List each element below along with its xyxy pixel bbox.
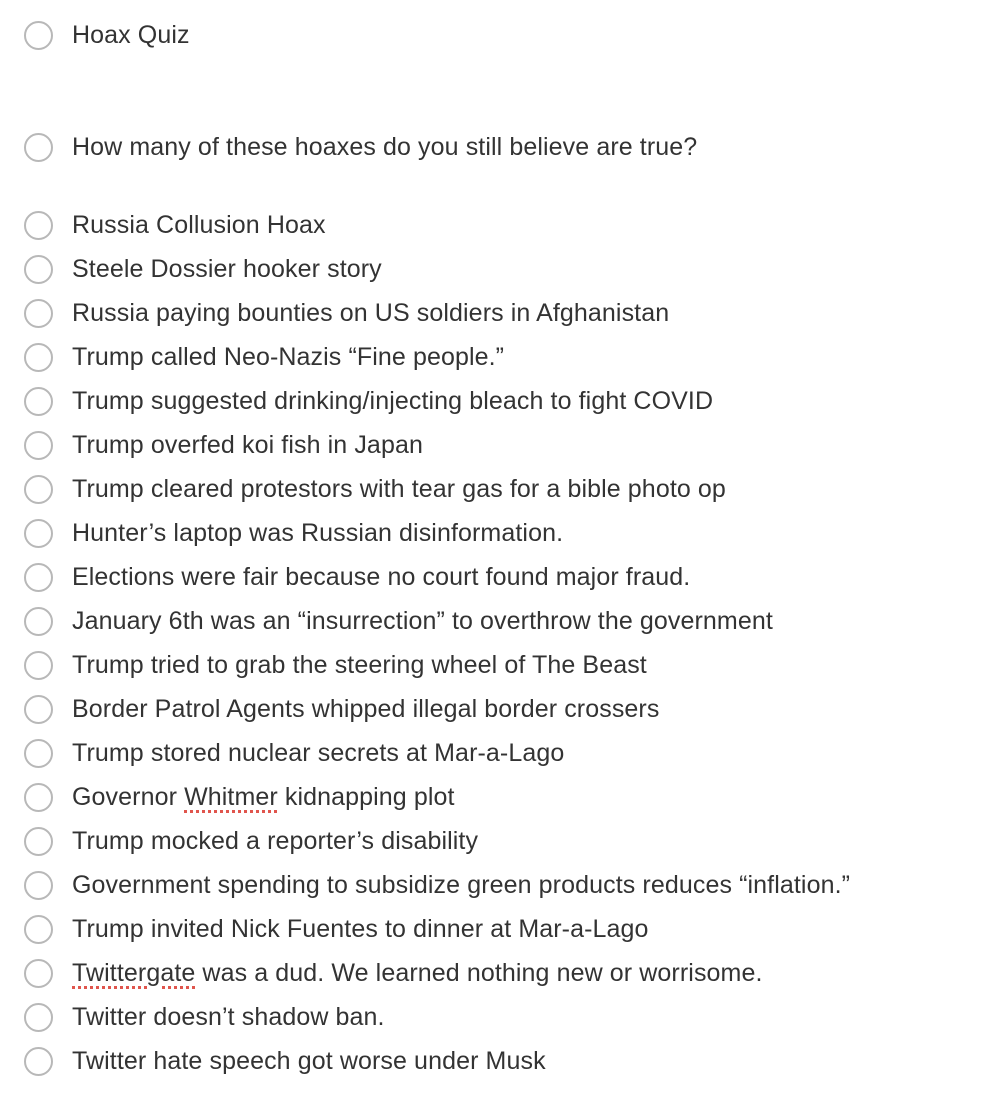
checklist-item[interactable] — [24, 515, 563, 551]
item-text-pre: Governor — [72, 783, 185, 811]
checklist-item-label — [72, 647, 647, 683]
checklist-item-label — [72, 427, 423, 463]
checklist-item-label — [72, 911, 649, 947]
checklist-item[interactable] — [24, 691, 659, 727]
item-text-post: Trump stored nuclear secrets at Mar-a-Lago — [72, 739, 565, 767]
checklist-item-label — [72, 691, 659, 727]
checkbox-circle[interactable] — [24, 343, 53, 372]
item-text-post: Russia paying bounties on US soldiers in Afghanistan — [72, 299, 670, 327]
checklist-item-label — [72, 823, 478, 859]
checklist-item[interactable] — [24, 207, 326, 243]
checklist-item[interactable] — [24, 999, 385, 1035]
checklist-item-label — [72, 295, 669, 331]
checklist-item[interactable] — [24, 295, 669, 331]
checklist-item-label — [72, 559, 690, 595]
checklist-item[interactable] — [24, 603, 773, 639]
item-text-post: kidnapping plot — [277, 783, 455, 811]
checklist-item[interactable] — [24, 251, 382, 287]
checklist-item-label — [72, 207, 326, 243]
checklist-item[interactable] — [24, 383, 713, 419]
checklist-item[interactable] — [24, 647, 647, 683]
item-text-post: Twitter hate speech got worse under Musk — [72, 1047, 546, 1075]
checklist-item[interactable] — [24, 867, 850, 903]
item-text-post: Steele Dossier hooker story — [72, 255, 382, 283]
checklist-item-label — [72, 1043, 546, 1079]
checklist-item-label — [72, 735, 564, 771]
item-text-post: Trump suggested drinking/injecting bleach to fight COVID — [72, 387, 714, 415]
checkbox-circle[interactable] — [24, 739, 53, 768]
item-text-post: Elections were fair because no court found major fraud. — [72, 563, 691, 591]
checkbox-circle[interactable] — [24, 211, 53, 240]
checklist-item-label — [72, 515, 563, 551]
checkbox-circle[interactable] — [24, 519, 53, 548]
checklist-item-label — [72, 955, 763, 991]
checkbox-circle[interactable] — [24, 1003, 53, 1032]
checkbox-circle[interactable] — [24, 607, 53, 636]
question-label: How many of these hoaxes do you still believe are true? — [72, 133, 698, 161]
checklist-row-title[interactable] — [24, 17, 190, 53]
checklist-item[interactable] — [24, 735, 564, 771]
misspelled-word: Twittergate — [72, 959, 196, 987]
checkbox-circle[interactable] — [24, 959, 53, 988]
checkbox-circle[interactable] — [24, 695, 53, 724]
checklist-item-label — [72, 471, 726, 507]
checklist-item[interactable] — [24, 471, 726, 507]
item-text-post: Trump cleared protestors with tear gas for a bible photo op — [72, 475, 726, 503]
item-text-post: Trump invited Nick Fuentes to dinner at Mar-a-Lago — [72, 915, 649, 943]
checkbox-circle[interactable] — [24, 299, 53, 328]
checklist-item[interactable] — [24, 911, 649, 947]
checklist-item[interactable] — [24, 1043, 546, 1079]
item-text-post: Trump called Neo-Nazis “Fine people.” — [72, 343, 505, 371]
checkbox-circle[interactable] — [24, 133, 53, 162]
checklist-item[interactable] — [24, 779, 455, 815]
checklist-item[interactable] — [24, 823, 478, 859]
item-text-post: Border Patrol Agents whipped illegal border crossers — [72, 695, 660, 723]
checklist-item[interactable] — [24, 559, 690, 595]
checkbox-circle[interactable] — [24, 387, 53, 416]
checklist-row-question[interactable] — [24, 129, 697, 165]
item-text-post: Trump mocked a reporter’s disability — [72, 827, 479, 855]
checkbox-circle[interactable] — [24, 783, 53, 812]
item-text-post: was a dud. We learned nothing new or worrisome. — [195, 959, 763, 987]
checkbox-circle[interactable] — [24, 651, 53, 680]
item-text-post: Russia Collusion Hoax — [72, 211, 326, 239]
checklist-item-label — [72, 603, 773, 639]
item-text-post: Twitter doesn’t shadow ban. — [72, 1003, 385, 1031]
misspelled-word: Whitmer — [184, 783, 278, 811]
checklist-item[interactable] — [24, 427, 423, 463]
checklist-item[interactable] — [24, 955, 763, 991]
checklist-item-label — [72, 251, 382, 287]
item-text-post: Trump overfed koi fish in Japan — [72, 431, 423, 459]
checkbox-circle[interactable] — [24, 1047, 53, 1076]
checklist-item[interactable] — [24, 339, 504, 375]
checkbox-circle[interactable] — [24, 827, 53, 856]
item-text-post: Trump tried to grab the steering wheel of The Beast — [72, 651, 647, 679]
item-text-post: Hunter’s laptop was Russian disinformation. — [72, 519, 564, 547]
checkbox-circle[interactable] — [24, 915, 53, 944]
checklist-item-label — [72, 339, 504, 375]
checkbox-circle[interactable] — [24, 871, 53, 900]
checkbox-circle[interactable] — [24, 475, 53, 504]
item-text-post: January 6th was an “insurrection” to overthrow the government — [72, 607, 773, 635]
checklist-item-label — [72, 867, 850, 903]
checkbox-circle[interactable] — [24, 21, 53, 50]
checklist-item-label — [72, 779, 455, 815]
title-label: Hoax Quiz — [72, 21, 190, 49]
checklist-item-label — [72, 999, 385, 1035]
item-text-post: Government spending to subsidize green products reduces “inflation.” — [72, 871, 851, 899]
checkbox-circle[interactable] — [24, 255, 53, 284]
checklist-item-label — [72, 383, 713, 419]
checkbox-circle[interactable] — [24, 563, 53, 592]
checkbox-circle[interactable] — [24, 431, 53, 460]
